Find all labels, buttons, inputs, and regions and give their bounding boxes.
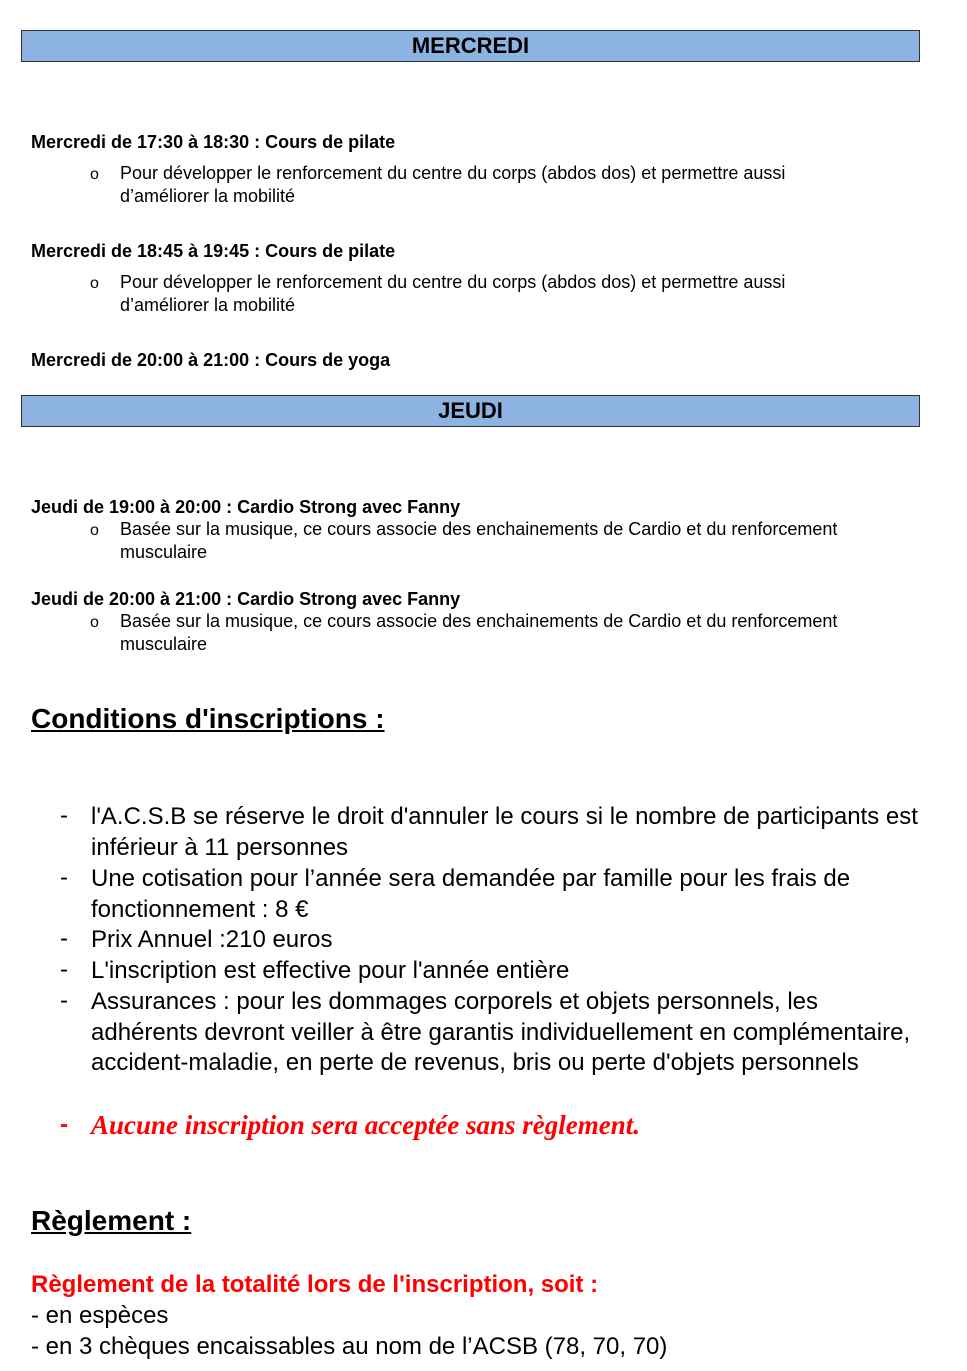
conditions-heading: Conditions d'inscriptions : xyxy=(31,703,385,734)
bullet-circle-icon: o xyxy=(90,166,99,183)
course-description: Pour développer le renforcement du centre du corps (abdos dos) et permettre aussi d’améliorer la mobilité xyxy=(120,272,786,315)
reglement-heading: Règlement : xyxy=(31,1205,192,1236)
course-title: Jeudi de 20:00 à 21:00 : Cardio Strong avec Fanny xyxy=(31,589,461,609)
condition-item: L'inscription est effective pour l'année entière xyxy=(91,957,570,984)
course-description: Pour développer le renforcement du centre du corps (abdos dos) et permettre aussi d’améliorer la mobilité xyxy=(120,163,786,206)
dash-bullet: - xyxy=(60,987,68,1014)
course-title: Mercredi de 17:30 à 18:30 : Cours de pilate xyxy=(31,132,396,152)
dash-bullet: - xyxy=(60,925,68,952)
reglement-intro: Règlement de la totalité lors de l'inscription, soit : xyxy=(31,1271,599,1298)
condition-item: Assurances : pour les dommages corporels et objets personnels, les adhérents devront veiller à être garantis individuellement en complémentaire, accident-maladie, en perte de revenus, bris ou perte d'objets personnels xyxy=(91,988,911,1076)
day-header-jeudi: JEUDI xyxy=(21,395,920,427)
payment-option: - en espèces xyxy=(31,1302,169,1329)
condition-item: Prix Annuel :210 euros xyxy=(91,926,333,953)
course-title: Mercredi de 20:00 à 21:00 : Cours de yoga xyxy=(31,350,391,370)
dash-bullet: - xyxy=(60,802,68,829)
course-title: Jeudi de 19:00 à 20:00 : Cardio Strong avec Fanny xyxy=(31,497,461,517)
dash-bullet: - xyxy=(60,1111,68,1138)
course-description: Basée sur la musique, ce cours associe des enchainements de Cardio et du renforcement musculaire xyxy=(120,519,838,562)
payment-option: - en 3 chèques encaissables au nom de l’ACSB (78, 70, 70) xyxy=(31,1333,668,1360)
day-header-mercredi: MERCREDI xyxy=(21,30,920,62)
condition-item: l'A.C.S.B se réserve le droit d'annuler le cours si le nombre de participants est inférieur à 11 personnes xyxy=(91,803,918,861)
dash-bullet: - xyxy=(60,864,68,891)
bullet-circle-icon: o xyxy=(90,522,99,539)
bullet-circle-icon: o xyxy=(90,614,99,631)
bullet-circle-icon: o xyxy=(90,275,99,292)
course-title: Mercredi de 18:45 à 19:45 : Cours de pilate xyxy=(31,241,396,261)
condition-item: Une cotisation pour l’année sera demandée par famille pour les frais de fonctionnement : 8 € xyxy=(91,865,851,923)
condition-warning: Aucune inscription sera acceptée sans règlement. xyxy=(91,1110,640,1140)
course-description: Basée sur la musique, ce cours associe des enchainements de Cardio et du renforcement musculaire xyxy=(120,611,838,654)
dash-bullet: - xyxy=(60,956,68,983)
